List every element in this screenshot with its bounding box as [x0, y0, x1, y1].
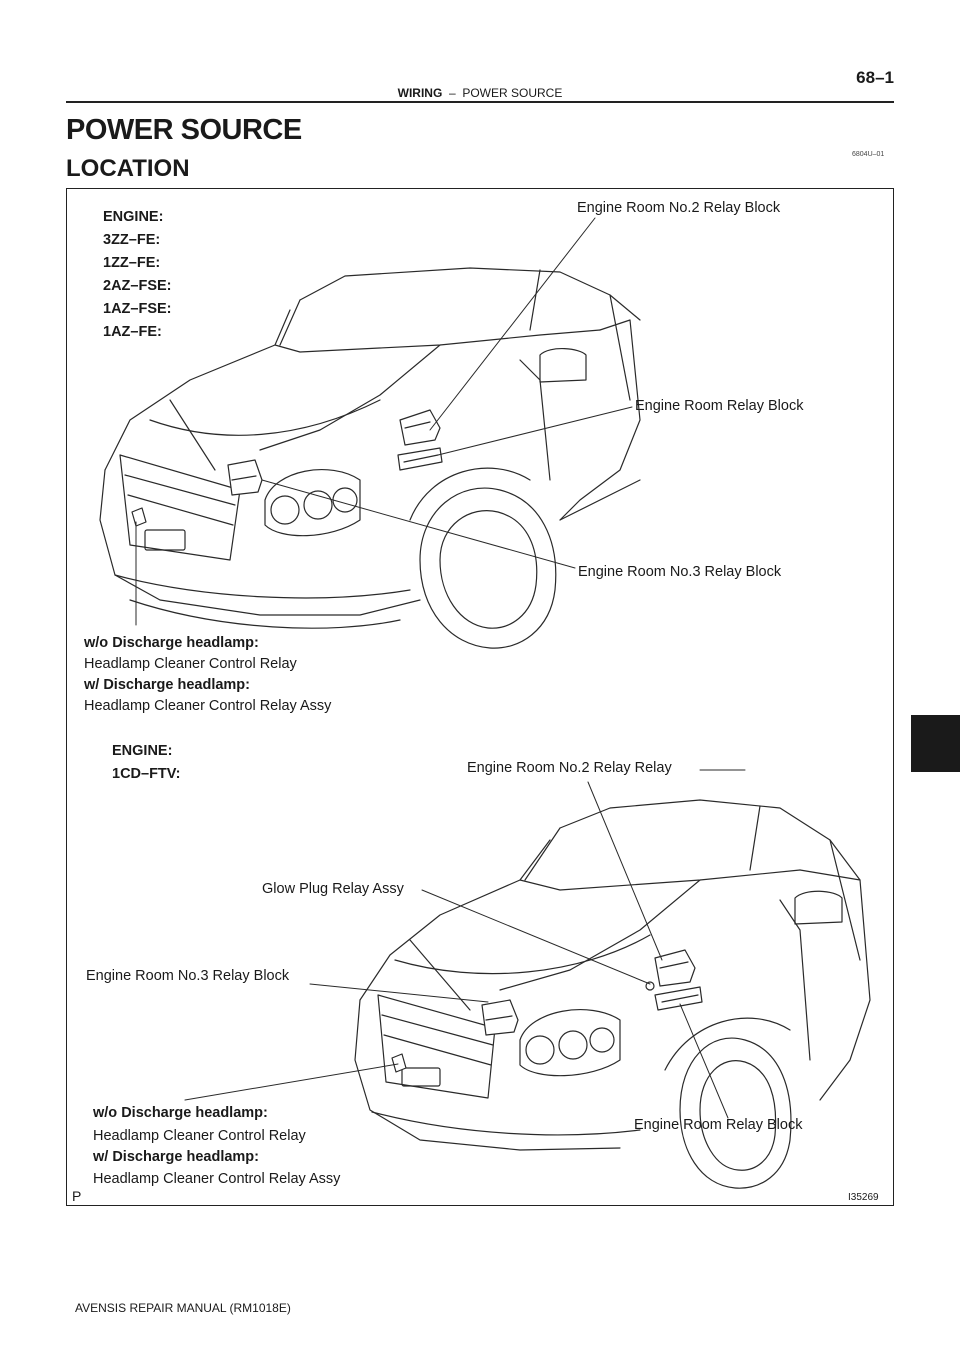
callout-relay-no2: Engine Room No.2 Relay Relay [467, 760, 672, 776]
callout-cleaner-relay: Headlamp Cleaner Control Relay [84, 656, 297, 672]
page-number: 68–1 [856, 68, 894, 87]
car-1-drawing [100, 218, 640, 648]
callout-wo-discharge: w/o Discharge headlamp: [84, 635, 259, 651]
image-id: I35269 [848, 1192, 879, 1203]
header-section: POWER SOURCE [462, 86, 563, 100]
engine-code-1: 3ZZ–FE: [103, 232, 161, 248]
engine-code-4: 1AZ–FSE: [103, 301, 172, 317]
callout-relay-block: Engine Room Relay Block [635, 398, 804, 414]
header-separator: – [448, 86, 456, 100]
callout-relay-block-no3-2: Engine Room No.3 Relay Block [86, 968, 290, 984]
corner-mark: P [72, 1188, 82, 1204]
callout-relay-block-2: Engine Room Relay Block [634, 1117, 803, 1133]
callout-wo-discharge-2: w/o Discharge headlamp: [93, 1105, 268, 1121]
callout-cleaner-relay-2: Headlamp Cleaner Control Relay [93, 1128, 306, 1144]
doc-code: 6804U–01 [852, 151, 885, 158]
engine-code-6: 1CD–FTV: [112, 766, 181, 782]
page-title: POWER SOURCE [66, 114, 302, 146]
engine-code-3: 2AZ–FSE: [103, 278, 172, 294]
callout-relay-block-no2: Engine Room No.2 Relay Block [577, 200, 781, 216]
callout-glow-plug: Glow Plug Relay Assy [262, 881, 404, 897]
callout-w-discharge-2: w/ Discharge headlamp: [93, 1149, 259, 1165]
header-section-bold: WIRING [397, 86, 443, 100]
callout-relay-block-no3: Engine Room No.3 Relay Block [578, 564, 782, 580]
footer-text: AVENSIS REPAIR MANUAL (RM1018E) [75, 1301, 291, 1315]
engine-code-2: 1ZZ–FE: [103, 255, 161, 271]
engine-heading-1: ENGINE: [103, 209, 164, 225]
callout-cleaner-relay-assy-2: Headlamp Cleaner Control Relay Assy [93, 1171, 341, 1187]
callout-cleaner-relay-assy: Headlamp Cleaner Control Relay Assy [84, 698, 332, 714]
callout-w-discharge: w/ Discharge headlamp: [84, 677, 250, 693]
engine-heading-2: ENGINE: [112, 743, 173, 759]
section-tab [911, 715, 960, 772]
engine-code-5: 1AZ–FE: [103, 324, 162, 340]
section-subtitle: LOCATION [66, 155, 190, 182]
